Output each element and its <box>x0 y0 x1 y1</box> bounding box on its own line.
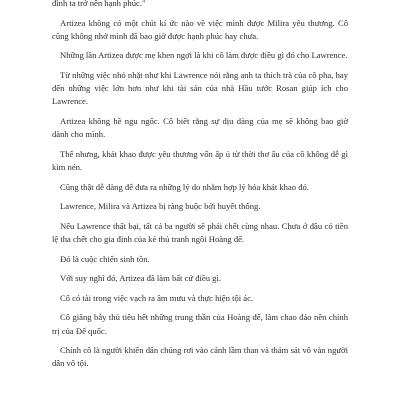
paragraph-5: Artizea không hề ngu ngốc. Cô biết rằng sự dịu dàng của mẹ sẽ không bao giờ dành cho mình. <box>52 115 348 140</box>
paragraph-9: Nếu Lawrence thất bại, tất cả ba người sẽ phải chết cùng nhau. Chưa ở đâu có tiền lệ tha chết cho gia đình của kẻ thủ tranh ngôi Hoàng đế. <box>52 220 348 244</box>
paragraph-4: Từ những việc nhỏ nhặt như khi Lawrence nói rằng anh ta thích trà của cô pha, hay đến những việc lớn hơn như khi tài sản của nhà Hầu tước Rosan giúp ích cho Lawrence. <box>52 69 348 107</box>
paragraph-2: Artizea không có một chút kí ức nào về việc mình được Milira yêu thương. Cô cũng không nhớ mình đã bao giờ được hạnh phúc hay chưa. <box>52 17 348 41</box>
paragraph-8: Lawrence, Milira và Artizea bị ràng buộc bởi huyết thống. <box>60 201 261 212</box>
paragraph-7: Cũng thật dễ dàng để đưa ra những lý do nhằm hợp lý hóa khát khao đó. <box>60 181 309 192</box>
paragraph-1: đình ta trở nên hạnh phúc." <box>52 0 146 8</box>
paragraph-3: Những lần Artizea được mẹ khen ngợi là khi cô làm được điều gì đó cho Lawrence. <box>60 50 348 61</box>
paragraph-6: Thế nhưng, khát khao được yêu thương vốn ấp ủ từ thời thơ ấu của cô không dễ gì kìm nén. <box>52 148 348 172</box>
paragraph-13: Cô giăng bẫy thủ tiêu hết những trung thần của Hoàng đế, làm chao đảo nền chính trị của Đế quốc. <box>52 312 348 336</box>
paragraph-12: Cô có tài trong việc vạch ra âm mưu và thực hiện tội ác. <box>60 292 254 303</box>
paragraph-11: Với suy nghĩ đó, Artizea đã làm bất cứ điều gì. <box>60 273 221 284</box>
paragraph-14: Chính cô là người khiến dân chúng rơi vào cảnh lầm than và thảm sát vô vàn người dân vô tội. <box>52 345 348 369</box>
page-text <box>52 0 348 377</box>
paragraph-10: Đó là cuộc chiến sinh tồn. <box>60 253 150 264</box>
